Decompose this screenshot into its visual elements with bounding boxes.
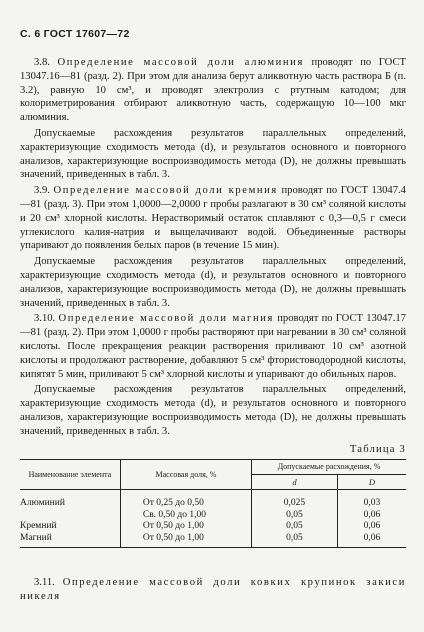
table-title: Таблица 3 xyxy=(349,443,406,455)
header-tolerance: Допускаемые расхождения, % xyxy=(252,460,406,475)
table-row xyxy=(20,521,406,533)
tolerance-paragraph-2: Допускаемые расхождения результатов параллельных определений, характеризующие сходимость метода (d), и результатов основного и повторного анализов, характеризующие воспроизводимость метода (D), не должны превышать значений, приведенных в табл. 3. xyxy=(20,256,406,309)
cell-element: Алюминий xyxy=(20,490,120,510)
cell-d: 0,05 xyxy=(252,533,338,548)
cell-d: 0,05 xyxy=(252,521,338,533)
section-3-11-paragraph xyxy=(20,576,406,604)
table-row xyxy=(20,533,406,548)
section-3-8 xyxy=(20,56,406,125)
cell-range: От 0,50 до 1,00 xyxy=(120,521,251,533)
cell-D: 0,03 xyxy=(363,498,381,509)
section-number: 3.11. xyxy=(34,577,55,588)
section-number: 3.10. xyxy=(34,313,56,325)
cell-range: От 0,25 до 0,50 xyxy=(120,490,251,510)
cell-d: 0,05 xyxy=(252,510,338,522)
header-D: D xyxy=(337,475,406,490)
tolerance-paragraph-3: Допускаемые расхождения результатов параллельных определений, характеризующие сходимость метода (d), и результатов основного и повторного анализов, характеризующие воспроизводимость метода (D), не должны превышать значений, приведенных в табл. 3. xyxy=(20,384,406,437)
cell-D: 0,06 xyxy=(363,509,381,520)
section-number: 3.9. xyxy=(34,185,50,197)
cell-D: 0,06 xyxy=(363,521,381,532)
table-row xyxy=(20,510,406,522)
cell-D: 0,06 xyxy=(337,533,406,548)
cell-element: Кремний xyxy=(20,521,120,533)
section-3-10 xyxy=(20,312,406,381)
page-header: С. 6 ГОСТ 17607—72 xyxy=(20,28,130,40)
tolerance-paragraph-1: Допускаемые расхождения результатов параллельных определений, характеризующие сходимость метода (d), и результатов основного и повторного анализов, характеризующие воспроизводимость метода (D), не должны превышать значений, приведенных в табл. 3. xyxy=(20,127,406,181)
tolerance-table xyxy=(20,459,406,548)
cell-element xyxy=(20,510,120,522)
cell-element: Магний xyxy=(20,533,120,548)
header-element: Наименование элемента xyxy=(20,460,120,490)
body-text xyxy=(20,56,406,548)
header-d: d xyxy=(252,475,338,490)
header-mass-fraction: Массовая доля, % xyxy=(120,460,251,490)
section-heading: Определение массовой доли ковких крупинок закиси никеля xyxy=(20,577,406,602)
table-row xyxy=(20,490,406,510)
cell-d: 0,025 xyxy=(252,490,338,510)
cell-range: От 0,50 до 1,00 xyxy=(120,533,251,548)
cell-range: Св. 0,50 до 1,00 xyxy=(120,510,251,522)
section-heading: Определение массовой доли магния xyxy=(58,313,275,325)
section-text: проводят по ГОСТ 13047.4—81 (разд. 3). При этом 1,0000—2,0000 г пробы разлагают в 30 см³ соляной кислоты и 20 см³ хлорной кислоты. Нерастворимый остаток сплавляют с 0,3—0,5 г смеси углекислого калия-натрия и выщелачивают водой. Объединенные растворы упаривают до появления белых паров (в течение 15 мин). xyxy=(20,185,406,252)
section-number: 3.8. xyxy=(34,57,50,68)
section-heading: Определение массовой доли алюминия xyxy=(57,57,304,68)
section-heading: Определение массовой доли кремния xyxy=(53,185,278,197)
section-text: проводят по ГОСТ 13047.16—81 (разд. 2). При этом для анализа берут аликвотную часть раствора Б (п. 3.2), равную 10 см³, и проводят электролиз с ртутным катодом; для колориметрирования отбирают аликвотную часть, содержащую 10—100 мкг алюминия. xyxy=(20,57,406,124)
section-3-11 xyxy=(20,576,406,604)
section-3-9 xyxy=(20,184,406,253)
section-text: проводят по ГОСТ 13047.17—81 (разд. 2). При этом 1,0000 г пробы растворяют при нагревании в 30 см³ соляной кислоты. После прекращения реакции растворения приливают 10 см³ азотной кислоты и продолжают растворение, добавляют 5 см³ фтористоводородной кислоты, кипятят 5 мин, приливают 5 см³ хлорной кислоты и упаривают до обильных паров. xyxy=(20,313,406,380)
